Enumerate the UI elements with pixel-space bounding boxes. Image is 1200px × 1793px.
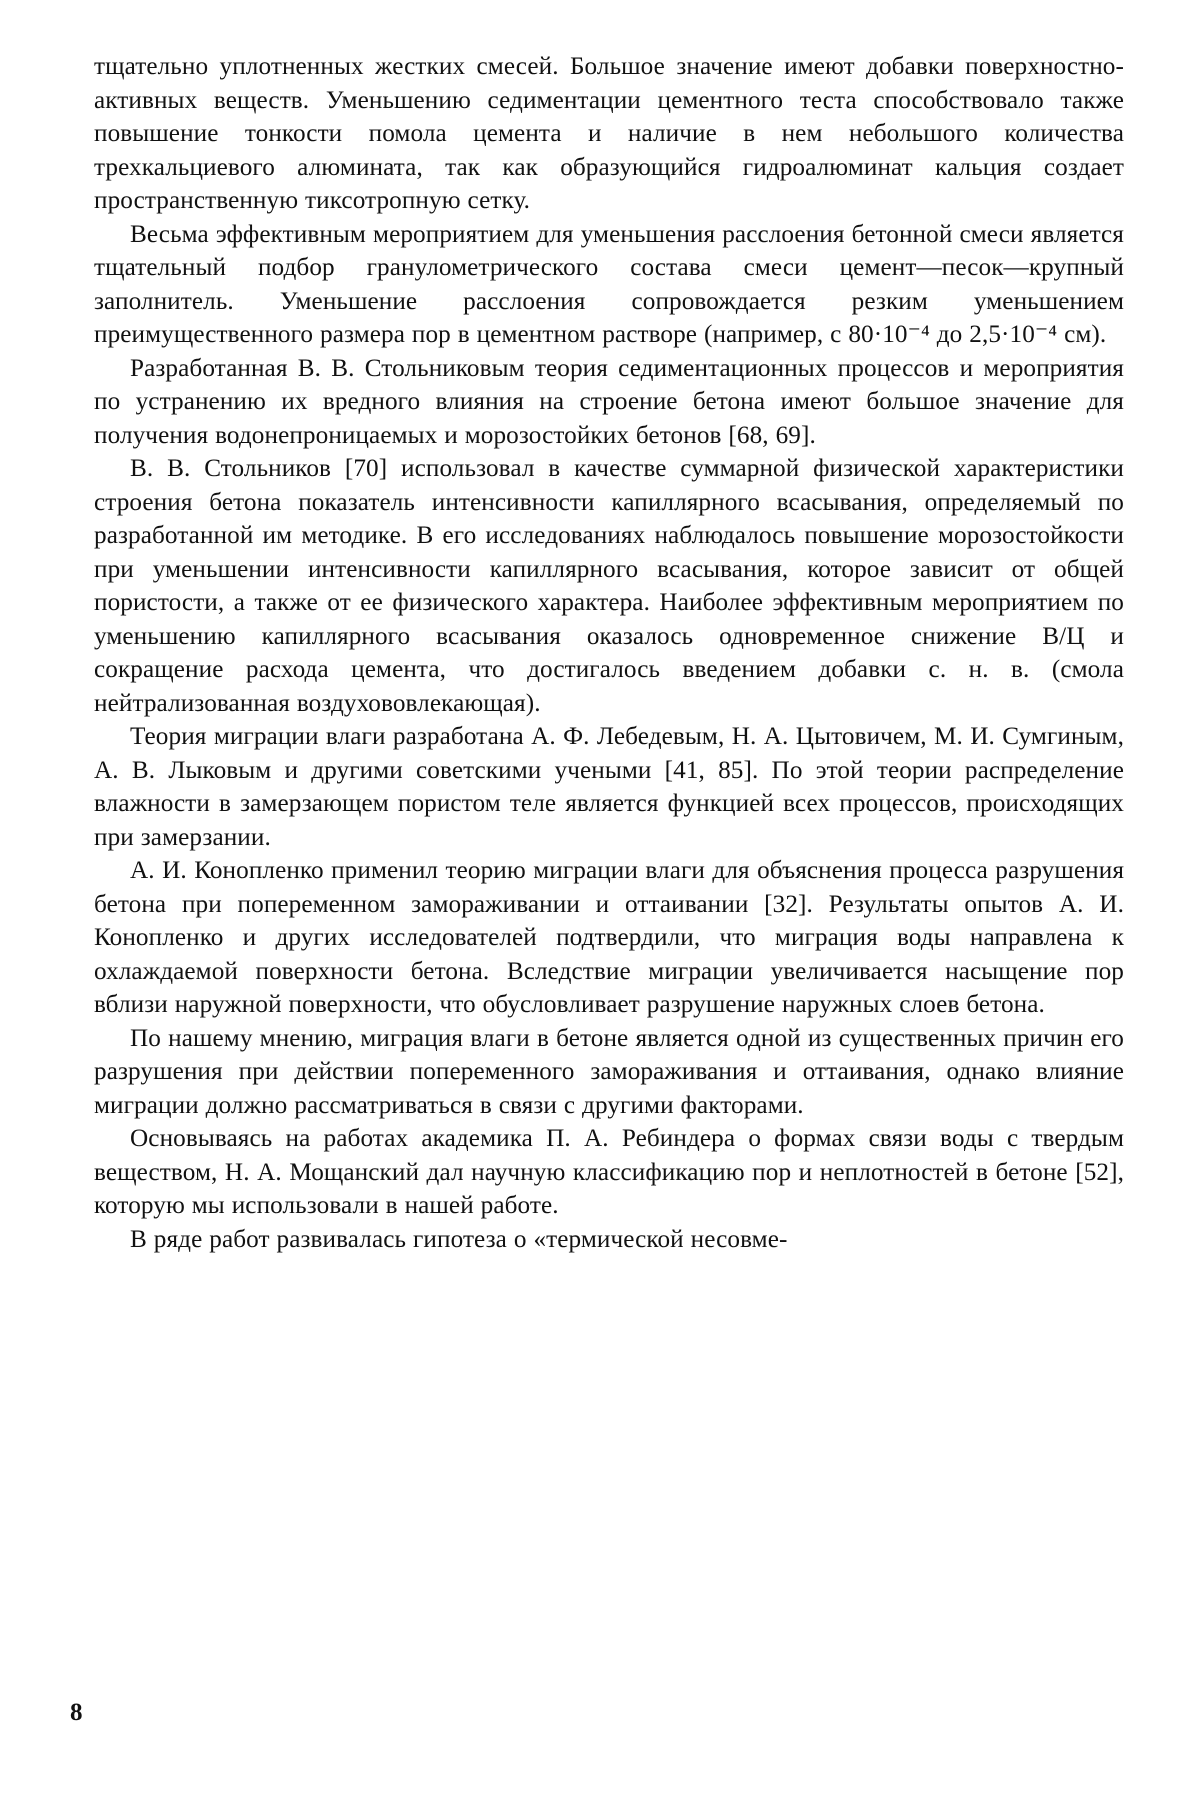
paragraph-3: Разработанная В. В. Стольниковым теория седиментационных процессов и мероприятия по устранению их вредного влияния на строение бетона имеют большое значение для получения водонепроницаемых и морозостойких бетонов [68, 69]. bbox=[94, 354, 1124, 449]
paragraph-8: Основываясь на работах академика П. А. Ребиндера о формах связи воды с твердым веществом, Н. А. Мощанский дал научную классификацию пор и неплотностей в бетоне [52], которую мы использовали в нашей работе. bbox=[94, 1125, 1124, 1219]
paragraph-2: Весьма эффективным мероприятием для уменьшения расслоения бетонной смеси является тщательный подбор гранулометрического состава смеси цемент—песок—крупный заполнитель. Уменьшение расслоения сопровождается резким уменьшением преимущественного размера пор в цементном растворе (например, с 80·10⁻⁴ до 2,5·10⁻⁴ см). bbox=[94, 220, 1124, 348]
paragraph-7: По нашему мнению, миграция влаги в бетоне является одной из существенных причин его разрушения при действии попеременного замораживания и оттаивания, однако влияние миграции должно рассматриваться в связи с другими факторами. bbox=[94, 1024, 1124, 1119]
paragraph-1: тщательно уплотненных жестких смесей. Большое значение имеют добавки поверхностно-активных веществ. Уменьшению седиментации цементного теста способствовало также повышение тонкости помола цемента и наличие в нем небольшого количества трехкальциевого алюмината, так как образующийся гидроалюминат кальция создает пространственную тиксотропную сетку. bbox=[94, 53, 1124, 214]
paragraph-6: А. И. Конопленко применил теорию миграции влаги для объяснения процесса разрушения бетона при попеременном замораживании и оттаивании [32]. Результаты опытов А. И. Конопленко и других исследователей подтвердили, что миграция воды направлена к охлаждаемой поверхности бетона. Вследствие миграции увеличивается насыщение пор вблизи наружной поверхности, что обусловливает разрушение наружных слоев бетона. bbox=[94, 857, 1124, 1018]
paragraph-5: Теория миграции влаги разработана А. Ф. Лебедевым, Н. А. Цытовичем, М. И. Сумгиным, А. В. Лыковым и другими советскими учеными [41, 85]. По этой теории распределение влажности в замерзающем пористом теле является функцией всех процессов, происходящих при замерзании. bbox=[94, 723, 1124, 851]
paragraph-9: В ряде работ развивалась гипотеза о «термической несовме- bbox=[130, 1225, 788, 1253]
page-number: 8 bbox=[70, 1699, 83, 1726]
body-text bbox=[94, 50, 1124, 1256]
paragraph-4: В. В. Стольников [70] использовал в качестве суммарной физической характеристики строения бетона показатель интенсивности капиллярного всасывания, определяемый по разработанной им методике. В его исследованиях наблюдалось повышение морозостойкости при уменьшении интенсивности капиллярного всасывания, которое зависит от общей пористости, а также от ее физического характера. Наиболее эффективным мероприятием по уменьшению капиллярного всасывания оказалось одновременное снижение В/Ц и сокращение расхода цемента, что достигалось введением добавки с. н. в. (смола нейтрализованная воздухововлекающая). bbox=[94, 455, 1124, 717]
